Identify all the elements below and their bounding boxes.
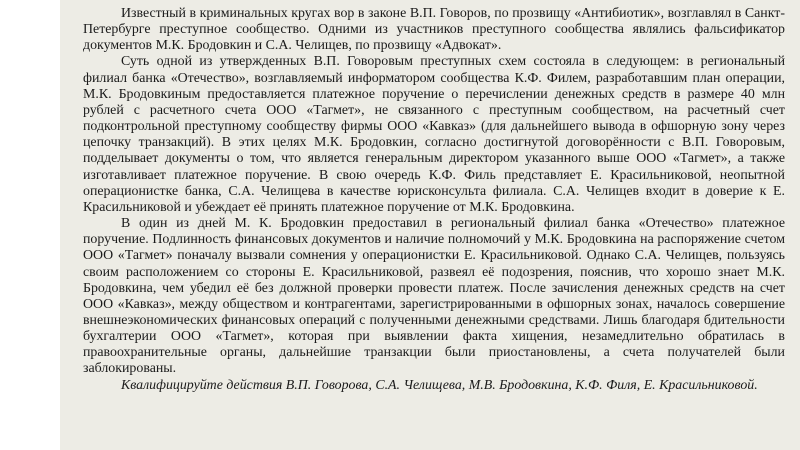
paragraph-intro: Известный в криминальных кругах вор в законе В.П. Говоров, по прозвищу «Антибиотик», возглавлял в Санкт-Петербурге преступное сообщество. Одними из участников преступного сообщества являлись фальсификатор документов М.К. Бродовкин и С.А. Челищев, по прозвищу «Адвокат». xyxy=(83,6,785,54)
paragraph-events: В один из дней М. К. Бродовкин предоставил в региональный филиал банка «Отечество» платежное поручение. Подлинность финансовых документов и наличие полномочий у М.К. Бродовкина на распоряжение счетом ООО «Тагмет» поначалу вызвали сомнения у операционистки Е. Красильниковой. Однако С.А. Челищев, пользуясь своим расположением со стороны Е. Красильниковой, развеял её подозрения, пояснив, что хорошо знает М.К. Бродовкина, чем убедил её без должной проверки провести платеж. После зачисления денежных средств на счет ООО «Кавказ», между обществом и контрагентами, зарегистрированными в офшорных зонах, началось совершение внешнеэкономических финансовых операций с полученными денежными средствами. Лишь благодаря бдительности бухгалтерии ООО «Тагмет», которая при выявлении факта хищения, незамедлительно обратилась в правоохранительные органы, дальнейшие транзакции были приостановлены, а счета получателей были заблокированы. xyxy=(83,216,785,377)
slide xyxy=(60,0,800,450)
paragraph-scheme: Суть одной из утвержденных В.П. Говоровым преступных схем состояла в следующем: в региональный филиал банка «Отечество», возглавляемый информатором сообщества К.Ф. Филем, разработавшим план операции, М.К. Бродовкиным предоставляется платежное поручение о перечислении денежных средств в размере 40 млн рублей с расчетного счета ООО «Тагмет», не связанного с преступным сообществом, на расчетный счет подконтрольной преступному сообществу фирмы ООО «Кавказ» (для дальнейшего вывода в офшорную зону через цепочку транзакций). В этих целях М.К. Бродовкин, согласно достигнутой договорённости с В.П. Говоровым, подделывает документы о том, что является генеральным директором указанного выше ООО «Тагмет», а также изготавливает платежное поручение. В свою очередь К.Ф. Филь представляет Е. Красильниковой, неопытной операционистке банка, С.А. Челищева в качестве юрисконсульта филиала. С.А. Челищев входит в доверие к Е. Красильниковой и убеждает её принять платежное поручение от М.К. Бродовкина. xyxy=(83,54,785,215)
task-question: Квалифицируйте действия В.П. Говорова, С.А. Челищева, М.В. Бродовкина, К.Ф. Филя, Е. Красильниковой. xyxy=(121,377,758,393)
case-text xyxy=(83,6,785,394)
